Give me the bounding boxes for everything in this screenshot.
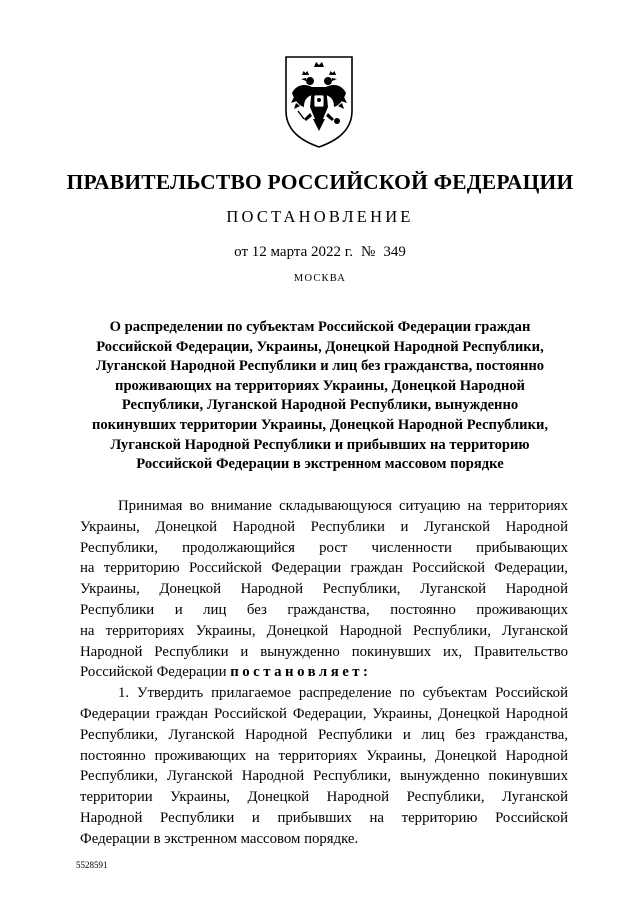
document-number: 349 xyxy=(383,244,406,260)
resolution-heading xyxy=(60,318,580,475)
resolves-word: постановляет: xyxy=(230,664,372,681)
heading-line: О распределении по субъектам Российской Федерации граждан xyxy=(109,319,531,335)
preamble-line: Украины, Донецкой Народной Республики, Луганской Народной xyxy=(80,581,568,598)
preamble-line: на территориях Украины, Донецкой Народной Республики, Луганской xyxy=(80,622,568,639)
item-line: Народной Республики и прибывших на территорию Российской xyxy=(80,809,568,826)
item-line: постоянно проживающих на территориях Украины, Донецкой Народной xyxy=(80,747,568,764)
document-body xyxy=(80,496,568,850)
item-line: 1. Утвердить прилагаемое распределение по субъектам Российской xyxy=(118,685,568,702)
item-line: Республики, Луганской Народной Республики и лиц без гражданства, xyxy=(80,726,568,743)
coat-of-arms-icon xyxy=(282,53,356,149)
document-type: ПОСТАНОВЛЕНИЕ xyxy=(226,207,414,226)
city-name: МОСКВА xyxy=(293,273,347,284)
preamble-last-line xyxy=(80,662,568,683)
preamble-line: Республики и лиц без гражданства, постоянно проживающих xyxy=(80,601,568,618)
preamble-line: Республики, продолжающийся рост численности прибывающих xyxy=(80,539,568,556)
document-date: от 12 марта 2022 г. xyxy=(234,244,353,260)
item-line: Федерации в экстренном массовом порядке. xyxy=(80,830,359,847)
preamble-line: Принимая во внимание складывающуюся ситуацию на территориях xyxy=(118,498,568,514)
number-label: № xyxy=(361,244,376,260)
item-line: территории Украины, Донецкой Народной Республики, Луганской xyxy=(80,789,568,806)
preamble-line: Российской Федерации xyxy=(80,664,227,681)
date-number-line xyxy=(0,244,640,261)
heading-line: покинувших территории Украины, Донецкой Народной Республики, xyxy=(91,416,549,433)
heading-line: Российской Федерации, Украины, Донецкой Народной Республики, xyxy=(96,338,544,355)
preamble-line: Народной Республики и вынужденно покинувших их, Правительство xyxy=(80,643,568,660)
government-title: ПРАВИТЕЛЬСТВО РОССИЙСКОЙ ФЕДЕРАЦИИ xyxy=(66,170,574,194)
preamble-line: на территорию Российской Федерации граждан Российской Федерации, xyxy=(80,560,568,577)
preamble-line: Украины, Донецкой Народной Республики и Луганской Народной xyxy=(80,518,568,535)
heading-line: Луганской Народной Республики и прибывших на территорию xyxy=(110,436,530,453)
heading-line: проживающих на территориях Украины, Донецкой Народной xyxy=(115,377,525,394)
item-line: Республики, Луганской Народной Республики, вынужденно покинувших xyxy=(80,768,568,785)
heading-line: Российской Федерации в экстренном массовом порядке xyxy=(136,456,504,473)
heading-line: Луганской Народной Республики и лиц без гражданства, постоянно xyxy=(95,358,545,375)
item-line: Федерации граждан Российской Федерации, Украины, Донецкой Народной xyxy=(80,705,568,722)
heading-line: Республики, Луганской Народной Республики, вынужденно xyxy=(121,397,519,414)
document-code: 5528591 xyxy=(76,860,108,870)
